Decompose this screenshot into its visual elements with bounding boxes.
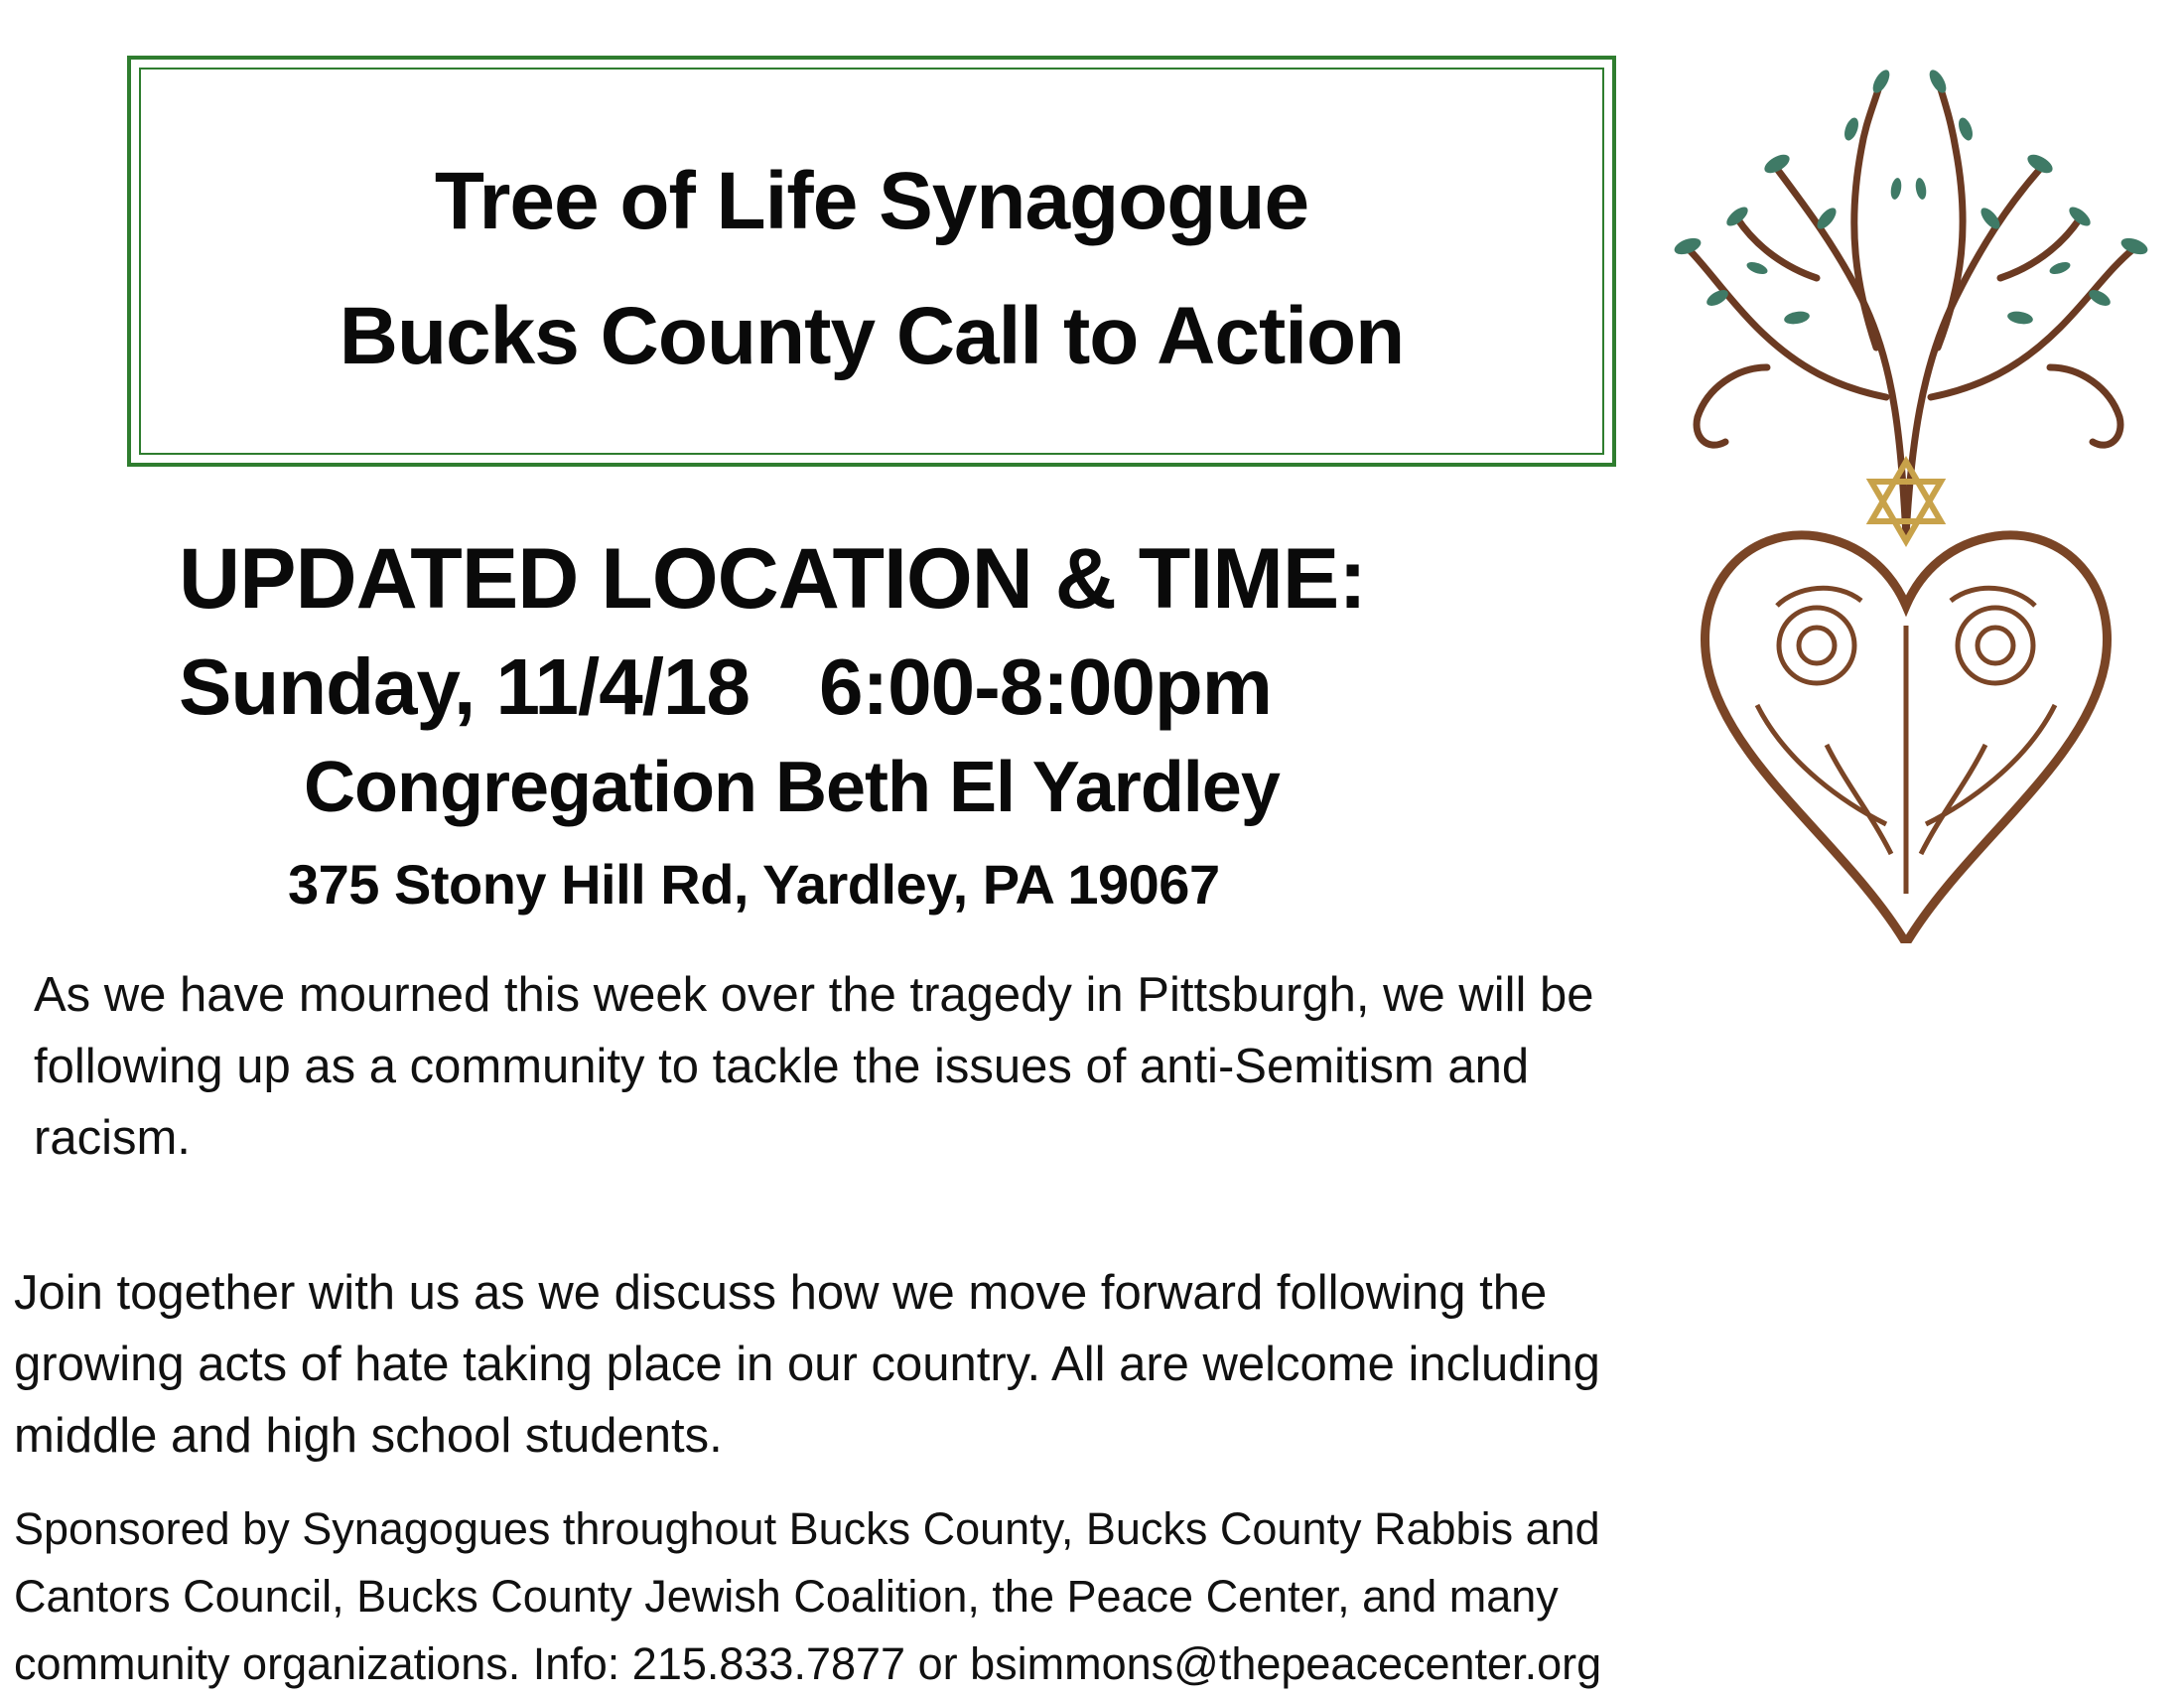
title-line-1: Tree of Life Synagogue xyxy=(434,156,1309,246)
mourning-paragraph xyxy=(34,959,2109,1174)
paragraph-line: As we have mourned this week over the tragedy in Pittsburgh, we will be xyxy=(34,968,1594,1022)
event-venue: Congregation Beth El Yardley xyxy=(304,748,1280,827)
paragraph-line: Cantors Council, Bucks County Jewish Coalition, the Peace Center, and many xyxy=(14,1571,1559,1622)
paragraph-line: growing acts of hate taking place in our country. All are welcome including xyxy=(14,1338,1600,1391)
paragraph-line: middle and high school students. xyxy=(14,1409,723,1463)
event-date-time xyxy=(179,641,1272,733)
sponsors-paragraph xyxy=(14,1495,2158,1698)
event-date: Sunday, 11/4/18 xyxy=(179,642,750,731)
join-paragraph xyxy=(14,1257,2138,1472)
paragraph-line: following up as a community to tackle the issues of anti-Semitism and xyxy=(34,1040,1530,1093)
tree-of-life-heart-image xyxy=(1648,70,2164,943)
paragraph-line: racism. xyxy=(34,1111,191,1165)
event-address: 375 Stony Hill Rd, Yardley, PA 19067 xyxy=(288,853,1220,916)
paragraph-line: community organizations. Info: 215.833.7877 or bsimmons@thepeacecenter.org xyxy=(14,1638,1602,1689)
paragraph-line: Join together with us as we discuss how we move forward following the xyxy=(14,1266,1548,1320)
title-line-2: Bucks County Call to Action xyxy=(339,291,1405,381)
paragraph-line: Sponsored by Synagogues throughout Bucks County, Bucks County Rabbis and xyxy=(14,1503,1600,1554)
title-box xyxy=(127,56,1616,467)
updated-heading: UPDATED LOCATION & TIME: xyxy=(179,531,1366,627)
event-time: 6:00-8:00pm xyxy=(818,642,1272,731)
